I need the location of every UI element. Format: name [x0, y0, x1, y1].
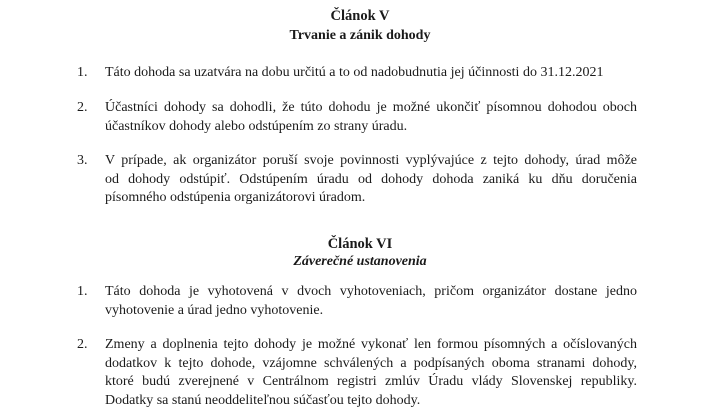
item-text	[105, 99, 637, 136]
item-line: dodatkov k tejto dohode, vzájomne schválených a podpísaných oboma stranami dohody,	[105, 355, 637, 371]
article-6-title: Článok VI	[327, 236, 393, 252]
article-6-subtitle	[0, 253, 720, 271]
item-number: 3.	[77, 153, 88, 168]
item-number: 2.	[77, 100, 88, 115]
article-6-subtitle-text: Záverečné ustanovenia	[293, 254, 427, 269]
item-line: Dodatky sa stanú neoddeliteľnou súčasťou tejto dohody.	[105, 392, 421, 408]
item-line: Táto dohoda sa uzatvára na dobu určitú a to od nadobudnutia jej účinnosti do 31.12.2021	[105, 65, 604, 80]
item-number: 1.	[77, 65, 88, 80]
item-number: 2.	[77, 337, 88, 352]
item-line: Táto dohoda je vyhotovená v dvoch vyhotoveniach, pričom organizátor dostane jedno	[105, 284, 637, 299]
item-line: V prípade, ak organizátor poruší svoje povinnosti vyplývajúce z tejto dohody, úrad môže	[105, 153, 637, 168]
item-text	[105, 283, 637, 320]
item-line: Zmeny a doplnenia tejto dohody je možné vykonať len formou písomných a očíslovaných	[105, 337, 637, 352]
item-line: Účastníci dohody sa dohodli, že túto dohodu je možné ukončiť písomnou dohodou oboch	[105, 100, 637, 115]
item-text	[105, 152, 637, 208]
item-text	[105, 64, 637, 83]
item-line: vyhotovenie a úrad jedno vyhotovenie.	[105, 302, 324, 318]
item-line: účastníkov dohody alebo odstúpením zo strany úradu.	[105, 118, 408, 134]
item-text	[105, 336, 637, 410]
item-line: od dohody odstúpiť. Odstúpením úradu od dohody dohoda zaniká ku dňu doručenia	[105, 171, 637, 187]
item-line: ktoré budú zverejnené v Centrálnom registri zmlúv Úradu vlády Slovenskej republiky.	[105, 374, 637, 389]
item-number: 1.	[77, 284, 88, 299]
article-5-title: Článok V	[330, 8, 390, 24]
article-5-subtitle: Trvanie a zánik dohody	[289, 28, 431, 43]
item-line: písomného odstúpenia organizátorovi úradom.	[105, 190, 366, 205]
